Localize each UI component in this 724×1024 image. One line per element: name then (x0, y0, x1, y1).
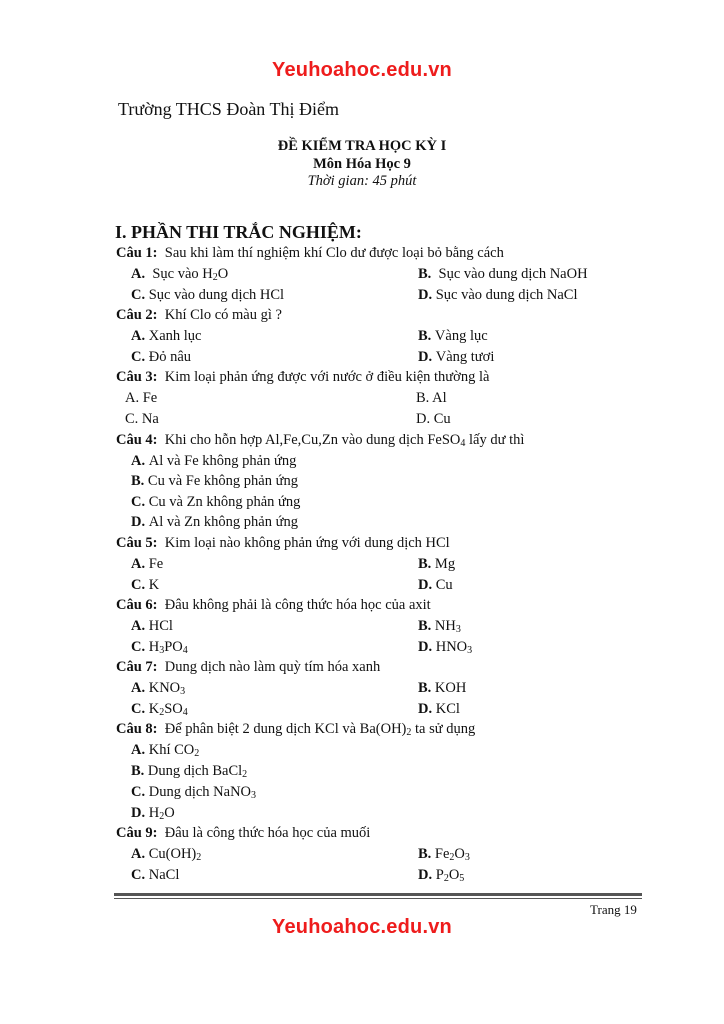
option-d[interactable]: D. Vàng tươi (418, 349, 495, 365)
question-8 (116, 721, 475, 738)
option-a[interactable]: A. Fe (131, 556, 164, 572)
option-a[interactable]: A. Fe (125, 390, 158, 406)
option-c[interactable]: C. Na (125, 411, 159, 427)
question-6 (116, 597, 431, 614)
option-c[interactable]: C. NaCl (131, 867, 180, 883)
question-text: Dung dịch nào làm quỳ tím hóa xanh (164, 659, 381, 675)
option-a[interactable]: A. Al và Fe không phản ứng (131, 453, 297, 469)
option-d[interactable]: D. $P_2O_5$ (418, 867, 465, 884)
option-b[interactable]: B. Vàng lục (418, 328, 488, 344)
school-name: Trường THCS Đoàn Thị Điểm (118, 99, 339, 119)
exam-subject: Môn Hóa Học 9 (313, 156, 411, 172)
question-number: Câu 1: (116, 245, 158, 261)
option-a[interactable]: A. HCl (131, 618, 173, 634)
option-b[interactable]: B. Sục vào dung dịch NaOH (418, 266, 588, 282)
question-number: Câu 3: (116, 369, 158, 385)
question-7 (116, 659, 380, 676)
page-number: Trang 19 (590, 902, 637, 917)
question-text: Sau khi làm thí nghiệm khí Clo dư được loại bỏ bằng cách (164, 245, 504, 261)
option-c[interactable]: C. Sục vào dung dịch HCl (131, 287, 285, 303)
option-d[interactable]: D. $HNO_3$ (418, 639, 473, 656)
option-a[interactable]: A. Xanh lục (131, 328, 202, 344)
option-d[interactable]: D. Al và Zn không phản ứng (131, 514, 298, 530)
option-b[interactable]: B. $Fe_2O_3$ (418, 846, 470, 863)
option-c[interactable]: C. $K_2SO_4$ (131, 701, 188, 718)
exam-title: ĐỀ KIỂM TRA HỌC KỲ I (277, 138, 447, 154)
option-b[interactable]: B. Cu và Fe không phản ứng (131, 473, 298, 489)
question-2 (116, 307, 282, 324)
option-a[interactable]: A. $Cu(OH)_2$ (131, 846, 202, 863)
option-a[interactable]: A. Khí $CO_2$ (131, 742, 200, 759)
option-b[interactable]: B. $NH_3$ (418, 618, 461, 635)
option-c[interactable]: C. K (131, 577, 160, 593)
question-number: Câu 4: (116, 432, 158, 448)
option-b[interactable]: B. Al (416, 390, 447, 406)
option-b[interactable]: B. KOH (418, 680, 467, 696)
question-3 (116, 369, 489, 386)
option-b[interactable]: B. Dung dịch BaCl$_2$ (131, 763, 248, 780)
footer-rule-thin (114, 898, 642, 899)
question-text: Đâu không phải là công thức hóa học của axit (164, 597, 431, 613)
option-d[interactable]: D. Cu (416, 411, 451, 427)
question-text: Kim loại nào không phản ứng với dung dịch HCl (164, 535, 450, 551)
question-text: Kim loại phản ứng được với nước ở điều kiện thường là (164, 369, 490, 385)
option-c[interactable]: C. Đỏ nâu (131, 349, 192, 365)
question-number: Câu 5: (116, 535, 158, 551)
question-number: Câu 6: (116, 597, 158, 613)
option-d[interactable]: D. $H_2O$ (131, 805, 175, 822)
question-number: Câu 8: (116, 721, 158, 737)
question-text: Khí Clo có màu gì ? (164, 307, 282, 323)
exam-time: Thời gian: 45 phút (307, 173, 417, 189)
option-b[interactable]: B. Mg (418, 556, 456, 572)
question-1 (116, 245, 504, 262)
option-a[interactable]: A. Sục vào $H_2O$ (131, 266, 229, 283)
option-d[interactable]: D. Sục vào dung dịch NaCl (418, 287, 578, 303)
question-5 (116, 535, 450, 552)
section-title: I. PHẦN THI TRẮC NGHIỆM: (115, 222, 362, 242)
footer-rule-thick (114, 893, 642, 896)
question-text: Để phân biệt 2 dung dịch KCl và $Ba(OH)_2$ ta sử dụng (164, 721, 476, 738)
option-d[interactable]: D. KCl (418, 701, 460, 717)
question-number: Câu 7: (116, 659, 158, 675)
question-text: Khi cho hỗn hợp Al,Fe,Cu,Zn vào dung dịch FeSO$_4$ lấy dư thì (164, 432, 525, 449)
question-number: Câu 2: (116, 307, 158, 323)
question-4 (116, 432, 524, 449)
site-footer-logo-text[interactable]: Yeuhoahoc.edu.vn (272, 916, 452, 938)
option-c[interactable]: C. Dung dịch NaNO$_3$ (131, 784, 257, 801)
option-c[interactable]: C. $H_3PO_4$ (131, 639, 188, 656)
option-a[interactable]: A. $KNO_3$ (131, 680, 186, 697)
option-c[interactable]: C. Cu và Zn không phản ứng (131, 494, 301, 510)
question-text: Đâu là công thức hóa học của muối (164, 825, 371, 841)
question-number: Câu 9: (116, 825, 158, 841)
site-header-logo-text[interactable]: Yeuhoahoc.edu.vn (272, 59, 452, 81)
option-d[interactable]: D. Cu (418, 577, 453, 593)
question-9 (116, 825, 370, 842)
